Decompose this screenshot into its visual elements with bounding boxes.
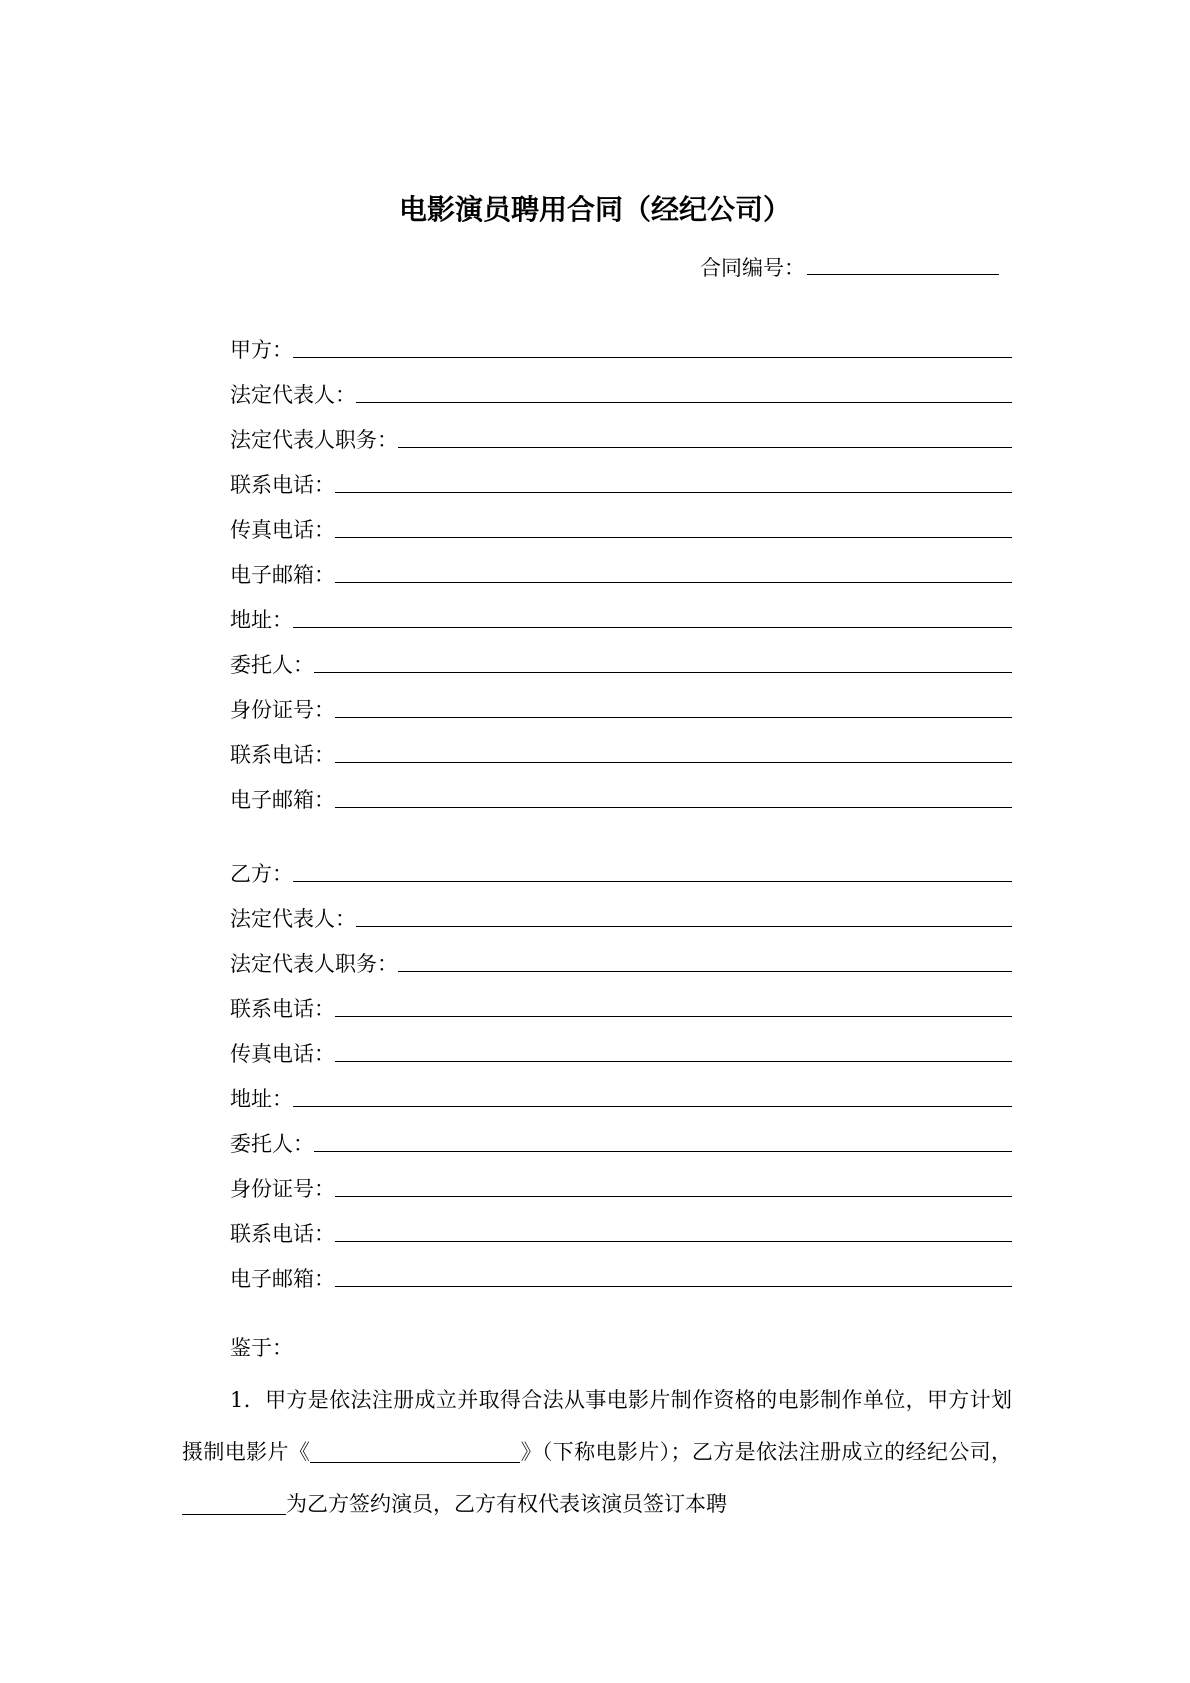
fill-in-line[interactable] — [335, 762, 1012, 763]
party-a-field-row — [230, 680, 1012, 725]
fill-in-line[interactable] — [293, 1106, 1012, 1107]
party-a-field-row — [230, 590, 1012, 635]
party-a-field-row — [230, 635, 1012, 680]
fill-in-line[interactable] — [335, 1061, 1012, 1062]
party-a-field-row — [230, 500, 1012, 545]
recital-text: 1．甲方是依法注册成立并取得合法从事电影片制作资格的电影制作单位，甲方计划摄制电影片《 — [182, 1388, 1012, 1464]
party-a-label: 甲方： — [230, 338, 293, 362]
party-a-field-row — [230, 455, 1012, 500]
recital-paragraph-1 — [182, 1374, 1012, 1530]
actor-name-blank[interactable] — [182, 1490, 286, 1515]
field-label: 传真电话： — [230, 1042, 335, 1066]
field-label: 法定代表人职务： — [230, 428, 398, 452]
field-label: 联系电话： — [230, 997, 335, 1021]
fill-in-line[interactable] — [398, 447, 1012, 448]
party-b-field-row — [230, 1114, 1012, 1159]
fill-in-line[interactable] — [293, 627, 1012, 628]
fill-in-line[interactable] — [398, 971, 1012, 972]
party-a-field-row — [230, 410, 1012, 455]
recitals-heading: 鉴于： — [230, 1336, 293, 1360]
field-label: 传真电话： — [230, 518, 335, 542]
party-a-field-row — [230, 770, 1012, 815]
field-label: 电子邮箱： — [230, 1267, 335, 1291]
party-b-label: 乙方： — [230, 862, 293, 886]
fill-in-line[interactable] — [314, 672, 1012, 673]
field-label: 电子邮箱： — [230, 563, 335, 587]
party-b-name-row — [230, 844, 1012, 889]
contract-number-label: 合同编号： — [700, 256, 805, 280]
field-label: 联系电话： — [230, 743, 335, 767]
field-label: 联系电话： — [230, 1222, 335, 1246]
field-label: 电子邮箱： — [230, 788, 335, 812]
fill-in-line[interactable] — [335, 1241, 1012, 1242]
fill-in-line[interactable] — [356, 926, 1012, 927]
party-b-field-row — [230, 1024, 1012, 1069]
field-label: 地址： — [230, 608, 293, 632]
party-a-field-row — [230, 365, 1012, 410]
field-label: 委托人： — [230, 1132, 314, 1156]
party-a-field-row — [230, 725, 1012, 770]
party-a-field-row — [230, 545, 1012, 590]
party-a-name-row — [230, 320, 1012, 365]
field-label: 身份证号： — [230, 698, 335, 722]
field-label: 法定代表人： — [230, 383, 356, 407]
field-label: 地址： — [230, 1087, 293, 1111]
fill-in-line[interactable] — [335, 807, 1012, 808]
party-b-field-row — [230, 889, 1012, 934]
party-b-field-row — [230, 934, 1012, 979]
fill-in-line[interactable] — [335, 492, 1012, 493]
party-a-name-field[interactable] — [293, 357, 1012, 358]
fill-in-line[interactable] — [314, 1151, 1012, 1152]
contract-number-field[interactable] — [807, 252, 999, 275]
fill-in-line[interactable] — [335, 717, 1012, 718]
field-label: 身份证号： — [230, 1177, 335, 1201]
contract-number — [700, 252, 999, 283]
party-b-field-row — [230, 979, 1012, 1024]
party-a-section — [230, 320, 1012, 815]
fill-in-line[interactable] — [335, 582, 1012, 583]
party-b-field-row — [230, 1204, 1012, 1249]
fill-in-line[interactable] — [335, 1196, 1012, 1197]
party-b-field-row — [230, 1249, 1012, 1294]
party-b-section — [230, 844, 1012, 1294]
fill-in-line[interactable] — [335, 1286, 1012, 1287]
fill-in-line[interactable] — [335, 1016, 1012, 1017]
fill-in-line[interactable] — [335, 537, 1012, 538]
party-b-name-field[interactable] — [293, 881, 1012, 882]
field-label: 法定代表人职务： — [230, 952, 398, 976]
recital-text: 为乙方签约演员，乙方有权代表该演员签订本聘 — [286, 1492, 727, 1516]
party-b-field-row — [230, 1159, 1012, 1204]
field-label: 委托人： — [230, 653, 314, 677]
recital-text: 》（下称电影片）；乙方是依法注册成立的经纪公司， — [520, 1440, 1013, 1464]
party-b-field-row — [230, 1069, 1012, 1114]
fill-in-line[interactable] — [356, 402, 1012, 403]
film-title-blank[interactable] — [310, 1438, 520, 1463]
page-title: 电影演员聘用合同（经纪公司） — [398, 193, 791, 226]
field-label: 联系电话： — [230, 473, 335, 497]
field-label: 法定代表人： — [230, 907, 356, 931]
